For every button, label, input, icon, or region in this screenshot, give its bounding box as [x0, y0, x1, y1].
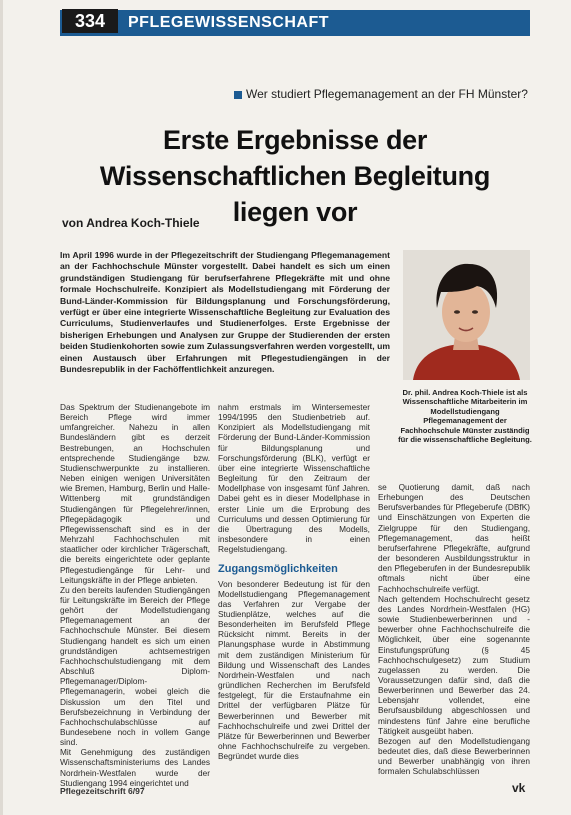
photo-caption: Dr. phil. Andrea Koch-Thiele ist als Wissenschaftliche Mitarbeiterin im Modellstudiengang Pflegemanagement der Fachhochschule Münster zuständig für die wissenschaftliche Begleitung. — [398, 388, 532, 445]
body-paragraph: Bezogen auf den Modellstudiengang bedeutet dies, daß diese Bewerberinnen und Bewerber unabhängig von ihren formalen Schulabschlüssen — [378, 735, 530, 777]
article-column-1 — [60, 402, 210, 788]
headline: Erste Ergebnisse der Wissenschaftlichen Begleitung liegen vor — [99, 125, 491, 227]
article-column-3 — [378, 482, 530, 778]
body-paragraph: Das Spektrum der Studienangebote im Bereich Pflege wird immer umfangreicher. Nahezu in allen Bundesländern gibt es derzeit Bestrebungen, an Hochschulen entsprechende Studiengänge bzw. Studienschwerpunkte zu installieren. Neben einigen wenigen Universitäten wie Bremen, Hamburg, Berlin und Halle-Wittenberg mit grundständigen Studiengängen für Pflegelehrer/innen, Pflegepädagogik und Pflegewissenschaft sind es in der Mehrzahl Fachhochschulen mit staatlicher oder kirchlicher Trägerschaft, die bereits eingerichtete oder geplante Pflegestudiengänge für Lehr- und Leitungskräfte in der Pflege anbieten. — [60, 402, 210, 585]
byline: von Andrea Koch-Thiele — [62, 216, 200, 230]
lead-paragraph: Im April 1996 wurde in der Pflegezeitschrift der Studiengang Pflegemanagement an der Fachhochschule Münster vorgestellt. Dabei handelt es sich um einen grundständigen Studiengang für berufserfahrene Pflegekräfte mit und ohne formale Hochschulreife. Konzipiert als Modellstudiengang mit Förderung der Bund-Länder-Kommission für Bildungsplanung und Forschungsförderung, verfügt er über eine integrierte Wissenschaftliche Begleitung zur Evaluation des Curriculums, Studienverlaufes und Studienerfolges. Erste Ergebnisse der bisherigen Erhebungen und Analysen zur Gruppe der Studierenden der ersten beiden Studienkohorten sowie zum Zulassungsverfahren werden vorgestellt, um einen Austausch über Erfahrungen mit Pflegestudiengängen in der Bundesrepublik in der Fachöffentlichkeit anzuregen. — [60, 250, 390, 375]
publisher-logo: vk — [512, 781, 526, 795]
subheading: Zugangsmöglichkeiten — [218, 563, 338, 576]
author-photo — [403, 250, 530, 380]
page-edge-shadow — [0, 0, 3, 815]
body-paragraph: Von besonderer Bedeutung ist für den Modellstudiengang Pflegemanagement das Verfahren zur Vergabe der Studienplätze, welches auf die Besonderheiten im Berufsfeld Pflege Rücksicht nimmt. Bereits in der Planungsphase wurde in Abstimmung mit dem zuständigen Ministerium für Bildung und Wissenschaft des Landes Nordrhein-Westfalen und nach gründlichen Recherchen im Berufsfeld festgelegt, für die Erstaufnahme ein Drittel der verfügbaren Plätze für Bewerberinnen und Bewerber mit Fachhochschulreife und zwei Drittel der Plätze für Bewerberinnen und Bewerber ohne Fachhochschulreife zu vergeben. Begründet wurde dies — [218, 578, 370, 762]
square-bullet-icon — [234, 91, 242, 99]
author-portrait-image — [403, 250, 530, 380]
kicker-line — [234, 87, 528, 101]
body-paragraph: Zu den bereits laufenden Studiengängen für Leitungskräfte im Bereich der Pflege gehört der Modellstudiengang Pflegemanagement an der Fachhochschule Münster. Bei diesem Studiengang handelt es sich um einen grundständigen achtsemestrigen Fachhochschulstudiengang mit dem Abschluß Diplom-Pflegemanager/Diplom-Pflegemanagerin, wobei gleich die Diskussion um den Titel und Berufsbezeichnung in Verbindung der Fachhochschulabschlüsse auf Bundesebene noch in vollem Gange sind. — [60, 584, 210, 748]
section-title: PFLEGEWISSENSCHAFT — [128, 14, 330, 31]
body-paragraph: Mit Genehmigung des zuständigen Wissenschaftsministeriums des Landes Nordrhein-Westfalen wurde der Studiengang 1994 eingerichtet und — [60, 747, 210, 788]
body-paragraph: Nach geltendem Hochschulrecht gesetz des Landes Nordrhein-Westfalen (HG) sowie Studienbewerberinnen und -bewerber ohne Fachhochschulreife die Möglichkeit, über eine sogenannte Einstufungsprüfung (§ 45 Fachhochschulgesetz) zum Studium zugelassen zu werden. Die Voraussetzungen dafür sind, daß die Bewerberinnen und Bewerber das 24. Lebensjahr vollendet, eine Berufsausbildung abgeschlossen und mindestens fünf Jahre eine berufliche Tätigkeit ausgeübt haben. — [378, 593, 530, 736]
page-number: 334 — [62, 9, 118, 33]
article-column-2 — [218, 402, 370, 778]
body-paragraph: nahm erstmals im Wintersemester 1994/1995 den Studienbetrieb auf. Konzipiert als Modellstudiengang mit Förderung der Bund-Länder-Kommission für Bildungsplanung und Forschungsförderung (BLK), verfügt er über eine integrierte Wissenschaftliche Begleitung für den Zeitraum der Modellphase von insgesamt fünf Jahren. Dabei geht es in dieser Modellphase in erster Linie um die Erprobung des Curriculums und dessen Optimierung für die Übertragung des Modells, insbesondere in einen Regelstudiengang. — [218, 402, 370, 555]
body-paragraph: se Quotierung damit, daß nach Erhebungen des Deutschen Berufsverbandes für Pflegeberufe (DBfK) und Einschätzungen von Experten die Zielgruppe für den Studiengang, Pflegemanagement, das heißt berufserfahrene Pflegekräfte, aufgrund der besonderen Ausbildungsstruktur in den Pflegeberufen in der Bundesrepublik oftmals nicht über eine Fachhochschulreife verfügt. — [378, 482, 530, 594]
kicker-text: Wer studiert Pflegemanagement an der FH Münster? — [246, 87, 528, 101]
journal-footer: Pflegezeitschrift 6/97 — [60, 786, 145, 796]
